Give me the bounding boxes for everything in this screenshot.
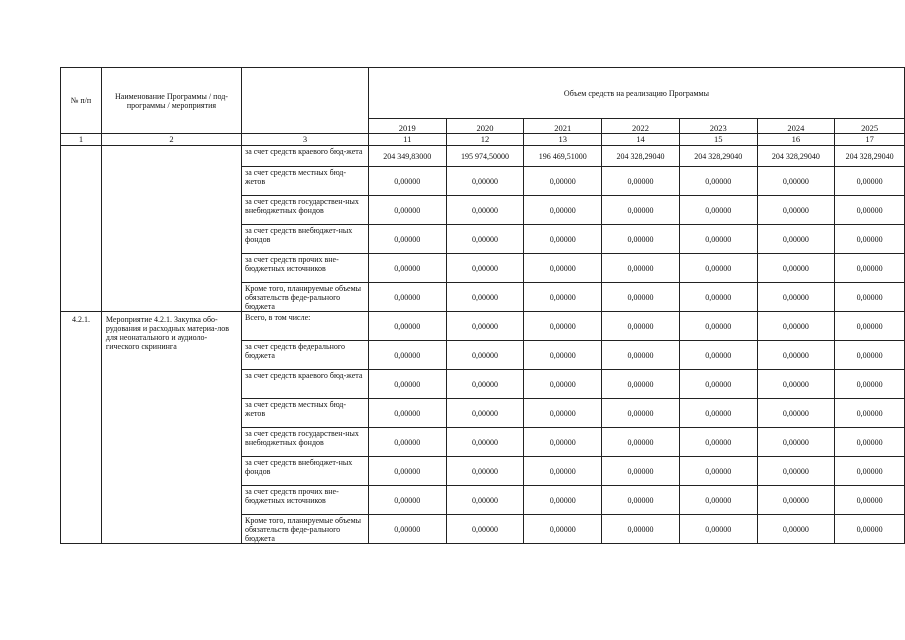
amount-cell: 0,00000 (524, 312, 602, 341)
header-year: 2023 (679, 119, 757, 134)
amount-cell: 0,00000 (602, 196, 680, 225)
amount-cell: 0,00000 (679, 341, 757, 370)
amount-cell: 0,00000 (835, 370, 905, 399)
amount-cell: 0,00000 (602, 428, 680, 457)
amount-cell: 0,00000 (446, 428, 524, 457)
amount-cell: 0,00000 (757, 312, 835, 341)
amount-cell: 0,00000 (679, 196, 757, 225)
amount-cell: 0,00000 (679, 399, 757, 428)
amount-cell: 0,00000 (679, 312, 757, 341)
document-page (60, 67, 905, 544)
amount-cell: 204 328,29040 (679, 146, 757, 167)
amount-cell: 0,00000 (524, 457, 602, 486)
amount-cell: 0,00000 (757, 254, 835, 283)
funding-table (60, 67, 905, 544)
funding-source: за счет средств прочих вне-бюджетных источников (242, 254, 369, 283)
funding-source: за счет средств внебюджет-ных фондов (242, 225, 369, 254)
table-body (61, 146, 905, 544)
amount-cell: 0,00000 (524, 254, 602, 283)
amount-cell: 0,00000 (757, 225, 835, 254)
amount-cell: 0,00000 (757, 167, 835, 196)
amount-cell: 0,00000 (757, 370, 835, 399)
funding-source: за счет средств местных бюд-жетов (242, 167, 369, 196)
header-year: 2025 (835, 119, 905, 134)
table-row (61, 146, 905, 167)
amount-cell: 0,00000 (835, 399, 905, 428)
amount-cell: 0,00000 (835, 283, 905, 312)
col-index: 11 (368, 134, 446, 146)
amount-cell: 0,00000 (679, 225, 757, 254)
amount-cell: 0,00000 (679, 370, 757, 399)
amount-cell: 0,00000 (602, 515, 680, 544)
amount-cell: 0,00000 (679, 254, 757, 283)
amount-cell: 204 328,29040 (835, 146, 905, 167)
amount-cell: 0,00000 (757, 428, 835, 457)
table-row (61, 312, 905, 341)
header-year: 2022 (602, 119, 680, 134)
amount-cell: 0,00000 (368, 428, 446, 457)
amount-cell: 0,00000 (602, 486, 680, 515)
amount-cell: 0,00000 (679, 457, 757, 486)
amount-cell: 0,00000 (757, 486, 835, 515)
amount-cell: 0,00000 (524, 370, 602, 399)
funding-source: за счет средств внебюджет-ных фондов (242, 457, 369, 486)
amount-cell: 204 328,29040 (757, 146, 835, 167)
amount-cell: 0,00000 (835, 515, 905, 544)
amount-cell: 0,00000 (835, 428, 905, 457)
amount-cell: 0,00000 (602, 254, 680, 283)
amount-cell: 0,00000 (446, 341, 524, 370)
amount-cell: 0,00000 (446, 167, 524, 196)
amount-cell: 0,00000 (602, 370, 680, 399)
amount-cell: 0,00000 (368, 283, 446, 312)
amount-cell: 0,00000 (368, 370, 446, 399)
amount-cell: 0,00000 (368, 457, 446, 486)
amount-cell: 0,00000 (757, 515, 835, 544)
amount-cell: 0,00000 (368, 167, 446, 196)
amount-cell: 0,00000 (757, 341, 835, 370)
amount-cell: 0,00000 (446, 486, 524, 515)
amount-cell: 0,00000 (524, 196, 602, 225)
amount-cell: 0,00000 (757, 283, 835, 312)
col-index: 16 (757, 134, 835, 146)
amount-cell: 0,00000 (679, 167, 757, 196)
amount-cell: 0,00000 (679, 515, 757, 544)
funding-source: за счет средств государствен-ных внебюджетных фондов (242, 196, 369, 225)
amount-cell: 0,00000 (835, 254, 905, 283)
amount-cell: 0,00000 (679, 283, 757, 312)
amount-cell: 0,00000 (524, 341, 602, 370)
amount-cell: 204 349,83000 (368, 146, 446, 167)
item-number-empty (61, 146, 102, 312)
col-index: 17 (835, 134, 905, 146)
amount-cell: 196 469,51000 (524, 146, 602, 167)
amount-cell: 0,00000 (368, 254, 446, 283)
amount-cell: 0,00000 (602, 341, 680, 370)
amount-cell: 0,00000 (679, 486, 757, 515)
amount-cell: 0,00000 (835, 486, 905, 515)
funding-source: за счет средств прочих вне-бюджетных источников (242, 486, 369, 515)
amount-cell: 0,00000 (602, 283, 680, 312)
col-index: 12 (446, 134, 524, 146)
amount-cell: 0,00000 (524, 399, 602, 428)
amount-cell: 0,00000 (368, 399, 446, 428)
col-index: 1 (61, 134, 102, 146)
amount-cell: 0,00000 (602, 457, 680, 486)
amount-cell: 0,00000 (446, 312, 524, 341)
amount-cell: 0,00000 (757, 196, 835, 225)
amount-cell: 0,00000 (524, 486, 602, 515)
amount-cell: 0,00000 (446, 254, 524, 283)
amount-cell: 0,00000 (835, 457, 905, 486)
amount-cell: 0,00000 (835, 196, 905, 225)
amount-cell: 0,00000 (757, 457, 835, 486)
amount-cell: 0,00000 (679, 428, 757, 457)
amount-cell: 0,00000 (602, 167, 680, 196)
header-year: 2019 (368, 119, 446, 134)
col-index: 13 (524, 134, 602, 146)
col-index: 2 (101, 134, 241, 146)
amount-cell: 0,00000 (524, 283, 602, 312)
header-source-blank (242, 68, 369, 134)
header-year: 2020 (446, 119, 524, 134)
amount-cell: 0,00000 (835, 312, 905, 341)
amount-cell: 0,00000 (602, 399, 680, 428)
header-year: 2024 (757, 119, 835, 134)
amount-cell: 0,00000 (446, 283, 524, 312)
item-name-empty (101, 146, 241, 312)
amount-cell: 0,00000 (446, 515, 524, 544)
col-index: 3 (242, 134, 369, 146)
amount-cell: 0,00000 (368, 341, 446, 370)
amount-cell: 0,00000 (446, 225, 524, 254)
amount-cell: 0,00000 (368, 515, 446, 544)
amount-cell: 0,00000 (524, 515, 602, 544)
amount-cell: 0,00000 (524, 428, 602, 457)
header-volume: Объем средств на реализацию Программы (368, 68, 904, 119)
amount-cell: 0,00000 (602, 312, 680, 341)
amount-cell: 0,00000 (835, 167, 905, 196)
amount-cell: 0,00000 (446, 457, 524, 486)
funding-source: за счет средств государствен-ных внебюджетных фондов (242, 428, 369, 457)
amount-cell: 0,00000 (368, 196, 446, 225)
header-num: № п/п (61, 68, 102, 134)
item-number: 4.2.1. (61, 312, 102, 544)
amount-cell: 195 974,50000 (446, 146, 524, 167)
col-index: 15 (679, 134, 757, 146)
amount-cell: 0,00000 (524, 225, 602, 254)
funding-source: за счет средств краевого бюд-жета (242, 370, 369, 399)
funding-source: за счет средств федерального бюджета (242, 341, 369, 370)
header-year: 2021 (524, 119, 602, 134)
item-name: Мероприятие 4.2.1. Закупка обо-рудования и расходных материа-лов для неонатального и аудиоло-гического скрининга (101, 312, 241, 544)
amount-cell: 0,00000 (835, 341, 905, 370)
header-name: Наименование Программы / под-программы / мероприятия (101, 68, 241, 134)
amount-cell: 0,00000 (446, 370, 524, 399)
amount-cell: 0,00000 (446, 399, 524, 428)
col-index: 14 (602, 134, 680, 146)
amount-cell: 0,00000 (368, 312, 446, 341)
funding-source: за счет средств краевого бюд-жета (242, 146, 369, 167)
amount-cell: 0,00000 (368, 225, 446, 254)
amount-cell: 0,00000 (757, 399, 835, 428)
amount-cell: 204 328,29040 (602, 146, 680, 167)
funding-source: Всего, в том числе: (242, 312, 369, 341)
amount-cell: 0,00000 (446, 196, 524, 225)
amount-cell: 0,00000 (602, 225, 680, 254)
funding-source: за счет средств местных бюд-жетов (242, 399, 369, 428)
funding-source: Кроме того, планируемые объемы обязательств феде-рального бюджета (242, 515, 369, 544)
amount-cell: 0,00000 (524, 167, 602, 196)
funding-source: Кроме того, планируемые объемы обязательств феде-рального бюджета (242, 283, 369, 312)
amount-cell: 0,00000 (368, 486, 446, 515)
amount-cell: 0,00000 (835, 225, 905, 254)
